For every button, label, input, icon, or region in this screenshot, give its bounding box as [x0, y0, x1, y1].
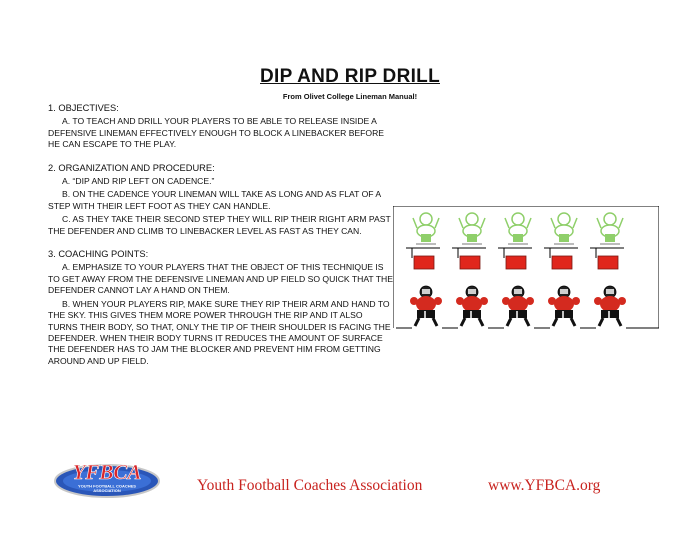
lineman-shoulder [526, 297, 534, 305]
lineman-pants [509, 310, 527, 318]
lineman-shoulder [594, 297, 602, 305]
svg-text:YFBCA: YFBCA [72, 460, 142, 484]
lineman-leg [599, 318, 603, 326]
document-title: DIP AND RIP DRILL [260, 66, 440, 87]
linebacker-figure [597, 213, 623, 244]
lineman-jersey [462, 296, 482, 312]
lineman-facemask [606, 289, 614, 294]
linebacker-pants [467, 234, 477, 242]
lineman-shoulder [502, 297, 510, 305]
footer-org-name: Youth Football Coaches Association [197, 477, 423, 494]
lineman-jersey [508, 296, 528, 312]
svg-text:ASSOCIATION: ASSOCIATION [93, 488, 121, 493]
lineman-facemask [422, 289, 430, 294]
lineman-leg [553, 318, 557, 326]
blocking-dummy [506, 256, 526, 269]
linebacker-arm [527, 218, 531, 228]
linebacker-arm [551, 218, 555, 228]
linebacker-arm [413, 218, 417, 228]
lineman-jersey [416, 296, 436, 312]
lineman-shoulder [548, 297, 556, 305]
blocking-dummy [598, 256, 618, 269]
lineman-leg [507, 318, 511, 326]
section-item: B. WHEN YOUR PLAYERS RIP, MAKE SURE THEY RIP THEIR ARM AND HAND TO THE SKY. THIS GIVES THEM MORE POWER THROUGH THE RIP AND IT ALSO TURNS THEIR BODY, SO THAT, ONLY THE TIP OF THEIR SHOULDER IS FACING THE DEFENDER. WHEN THEIR BODY TURNS IT REDUCES THE AMOUNT OF SURFACE THE DEFENDER HAS TO JAM THE BLOCKER AND PREVENT HIM FROM GETTING AROUND AND UP FIELD. [48, 298, 391, 366]
lineman-leg [461, 318, 465, 326]
linebacker-figure [459, 213, 485, 244]
drill-diagram [393, 206, 659, 330]
linebacker-arm [573, 218, 577, 228]
linebacker-pants [421, 234, 431, 242]
lineman-pants [601, 310, 619, 318]
section-heading: 3. COACHING POINTS: [48, 249, 149, 260]
lineman-leg [415, 318, 419, 326]
section-item: C. AS THEY TAKE THEIR SECOND STEP THEY WILL RIP THEIR RIGHT ARM PAST THE DEFENDER AND CLIMB TO LINEBACKER LEVEL AS FAST AS THEY CAN. [48, 214, 391, 236]
linebacker-helmet [604, 213, 616, 225]
lineman-jersey [554, 296, 574, 312]
section-item: A. “DIP AND RIP LEFT ON CADENCE.” [62, 176, 215, 187]
linebacker-arm [481, 218, 485, 228]
section-item: A. TO TEACH AND DRILL YOUR PLAYERS TO BE ABLE TO RELEASE INSIDE A DEFENSIVE LINEMAN EFFECTIVELY ENOUGH TO BLOCK A LINEBACKER BEFORE HE CAN ESCAPE TO THE PLAY. [48, 116, 385, 150]
linebacker-figure [505, 213, 531, 244]
document-subtitle: From Olivet College Lineman Manual! [282, 92, 418, 101]
yfbca-logo [52, 455, 162, 501]
lineman-leg [571, 318, 575, 326]
linebacker-arm [597, 218, 601, 228]
lineman-leg [525, 318, 529, 326]
section-heading: 1. OBJECTIVES: [48, 103, 119, 113]
footer-url-link[interactable]: www.YFBCA.org [488, 477, 601, 494]
section-item: B. ON THE CADENCE YOUR LINEMAN WILL TAKE AS LONG AND AS FLAT OF A STEP WITH THEIR LEFT FOOT AS THEY CAN HANDLE. [48, 189, 381, 211]
linebacker-helmet [512, 213, 524, 225]
linebacker-arm [619, 218, 623, 228]
linebacker-helmet [558, 213, 570, 225]
lineman-facemask [468, 289, 476, 294]
linebacker-arm [505, 218, 509, 228]
lineman-shoulder [456, 297, 464, 305]
blocking-dummy [552, 256, 572, 269]
linebacker-helmet [466, 213, 478, 225]
lineman-jersey [600, 296, 620, 312]
section-item: A. EMPHASIZE TO YOUR PLAYERS THAT THE OBJECT OF THIS TECHNIQUE IS TO GET AWAY FROM THE DEFENSIVE LINEMAN AND UP FIELD SO QUICK THAT THE DEFENDER CANNOT LAY A HAND ON THEM. [48, 262, 393, 296]
linebacker-figure [551, 213, 577, 244]
linebacker-arm [459, 218, 463, 228]
lineman-shoulder [618, 297, 626, 305]
lineman-leg [433, 318, 437, 326]
lineman-figure [502, 286, 534, 326]
blocking-dummy [460, 256, 480, 269]
lineman-facemask [560, 289, 568, 294]
linebacker-pants [605, 234, 615, 242]
blocking-dummy [414, 256, 434, 269]
lineman-pants [463, 310, 481, 318]
lineman-shoulder [410, 297, 418, 305]
linebacker-pants [559, 234, 569, 242]
lineman-leg [479, 318, 483, 326]
linebacker-pants [513, 234, 523, 242]
lineman-figure [456, 286, 488, 326]
linebacker-helmet [420, 213, 432, 225]
document-body [48, 101, 393, 369]
lineman-figure [548, 286, 580, 326]
lineman-leg [617, 318, 621, 326]
svg-text:YOUTH FOOTBALL COACHES: YOUTH FOOTBALL COACHES [78, 483, 136, 489]
lineman-pants [555, 310, 573, 318]
lineman-shoulder [572, 297, 580, 305]
lineman-pants [417, 310, 435, 318]
lineman-facemask [514, 289, 522, 294]
linebacker-figure [413, 213, 439, 244]
lineman-shoulder [434, 297, 442, 305]
section-heading: 2. ORGANIZATION AND PROCEDURE: [48, 162, 215, 173]
lineman-figure [594, 286, 626, 326]
linebacker-arm [435, 218, 439, 228]
lineman-figure [410, 286, 442, 326]
lineman-shoulder [480, 297, 488, 305]
